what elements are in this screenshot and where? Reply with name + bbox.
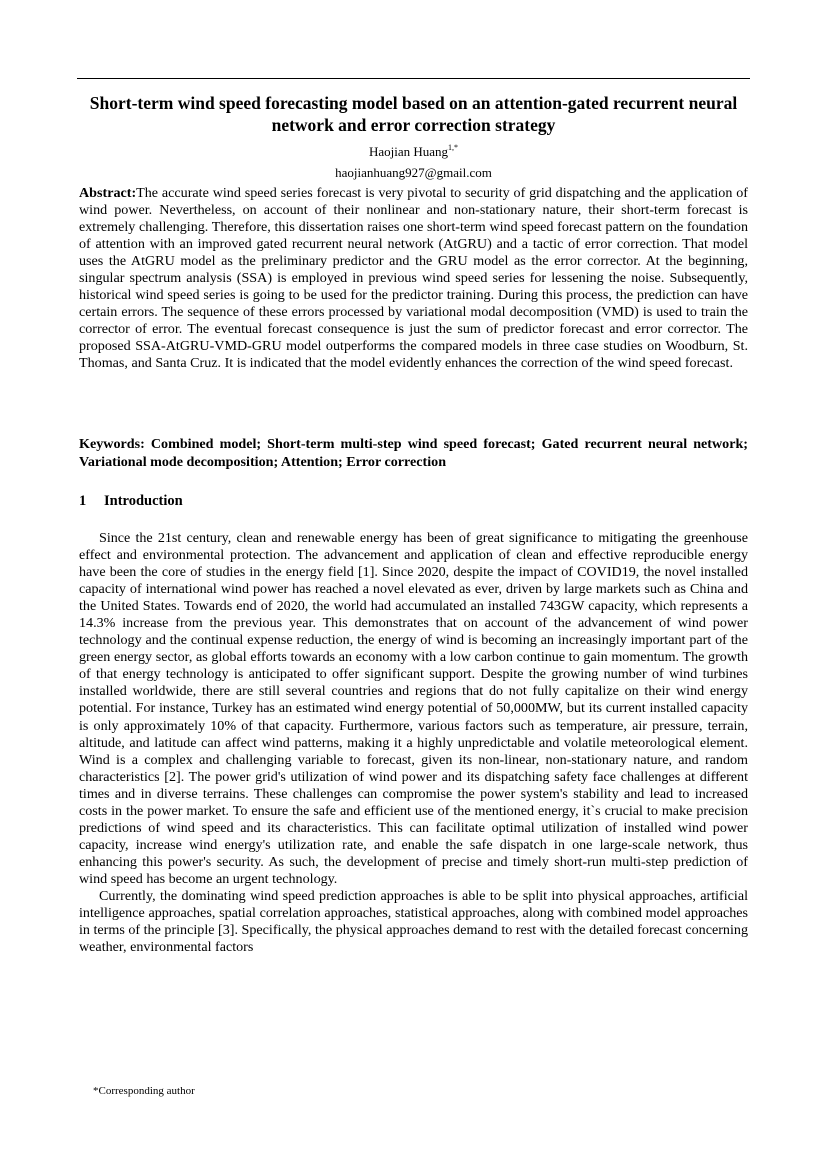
abstract: [79, 185, 748, 373]
top-rule: [77, 78, 750, 79]
abstract-text: The accurate wind speed series forecast is very pivotal to security of grid dispatching and the application of wind power. Nevertheless, on account of their nonlinear and non-stationary nature, their short-term forecast is extremely challenging. Therefore, this dissertation raises one short-term wind speed forecast pattern on the foundation of attention with an improved gated recurrent neural network (AtGRU) and a tactic of error correction. That model uses the AtGRU model as the preliminary predictor and the GRU model as the error corrector. At the beginning, singular spectrum analysis (SSA) is employed in previous wind speed series for lessening the noise. Subsequently, historical wind speed series is going to be used for the predictor training. During this process, the prediction can have certain errors. The sequence of these errors processed by variational modal decomposition (VMD) is used to train the corrector of error. The eventual forecast consequence is just the sum of predictor forecast and error corrector. The proposed SSA-AtGRU-VMD-GRU model outperforms the compared models in three case studies on Woodburn, St. Thomas, and Santa Cruz. It is indicated that the model evidently enhances the correction of the wind speed forecast.: [79, 185, 748, 372]
section-heading: [79, 492, 183, 510]
author-email: haojianhuang927@gmail.com: [335, 165, 492, 180]
paragraph: Currently, the dominating wind speed prediction approaches is able to be split into physical approaches, artificial intelligence approaches, spatial correlation approaches, statistical approaches, along with combined model approaches in terms of the principle [3]. Specifically, the physical approaches demand to rest with the detailed forecast concerning weather, environmental factors: [79, 887, 748, 956]
paragraph: Since the 21st century, clean and renewable energy has been of great significance to mitigating the greenhouse effect and environmental protection. The advancement and application of clean and effective reproducible energy have been the core of studies in the energy field [1]. Since 2020, despite the impact of COVID19, the novel installed capacity of international wind power has reached a novel elevated as ever, driven by large markets such as China and the United States. Towards end of 2020, the world had accumulated an installed 743GW capacity, which represents a 14.3% increase from the previous year. This demonstrates that on account of the advancement of wind power technology and the continual expense reduction, the energy of wind is becoming an increasingly important part of the green energy sector, as global efforts towards an economy with a low carbon continue to gain momentum. The growth of that energy technology is anticipated to offer significant support. Despite the growing number of wind turbines installed worldwide, there are still several countries and regions that do not fully capitalize on their wind energy potential. For instance, Turkey has an estimated wind energy potential of 50,000MW, but its current installed capacity is only approximately 10% of that capacity. Furthermore, various factors such as temperature, air pressure, terrain, altitude, and latitude can affect wind patterns, making it a highly unpredictable and volatile meteorological element. Wind is a complex and challenging variable to forecast, given its non-linear, non-stationary nature, and random characteristics [2]. The power grid's utilization of wind power and its dispatching safety face challenges at different times and in diverse terrains. These challenges can compromise the power system's stability and lead to increased costs in the power market. To ensure the safe and efficient use of the mentioned energy, it`s crucial to make precision predictions of wind speed and its characteristics. This can facilitate optimal utilization of installed wind power capacity, increase wind energy's utilization rate, and enable the safe dispatch in one large-scale network, thus enhancing this power's security. As such, the development of precise and timely short-run multi-step prediction of wind speed has become an urgent technology.: [79, 530, 748, 887]
section-number: 1: [79, 493, 87, 509]
keywords: Keywords: Combined model; Short-term multi-step wind speed forecast; Gated recurrent neural network; Variational mode decomposition; Attention; Error correction: [79, 436, 748, 470]
section-title: Introduction: [104, 493, 183, 509]
abstract-label: Abstract:: [79, 185, 137, 201]
author-line: [77, 144, 750, 160]
author-affiliation-mark: 1,*: [448, 143, 459, 152]
introduction-body: [79, 530, 748, 956]
footnote: *Corresponding author: [93, 1085, 195, 1097]
paper-title: Short-term wind speed forecasting model based on an attention-gated recurrent neural network and error correction strategy: [89, 93, 738, 135]
author-name: Haojian Huang: [368, 144, 449, 159]
